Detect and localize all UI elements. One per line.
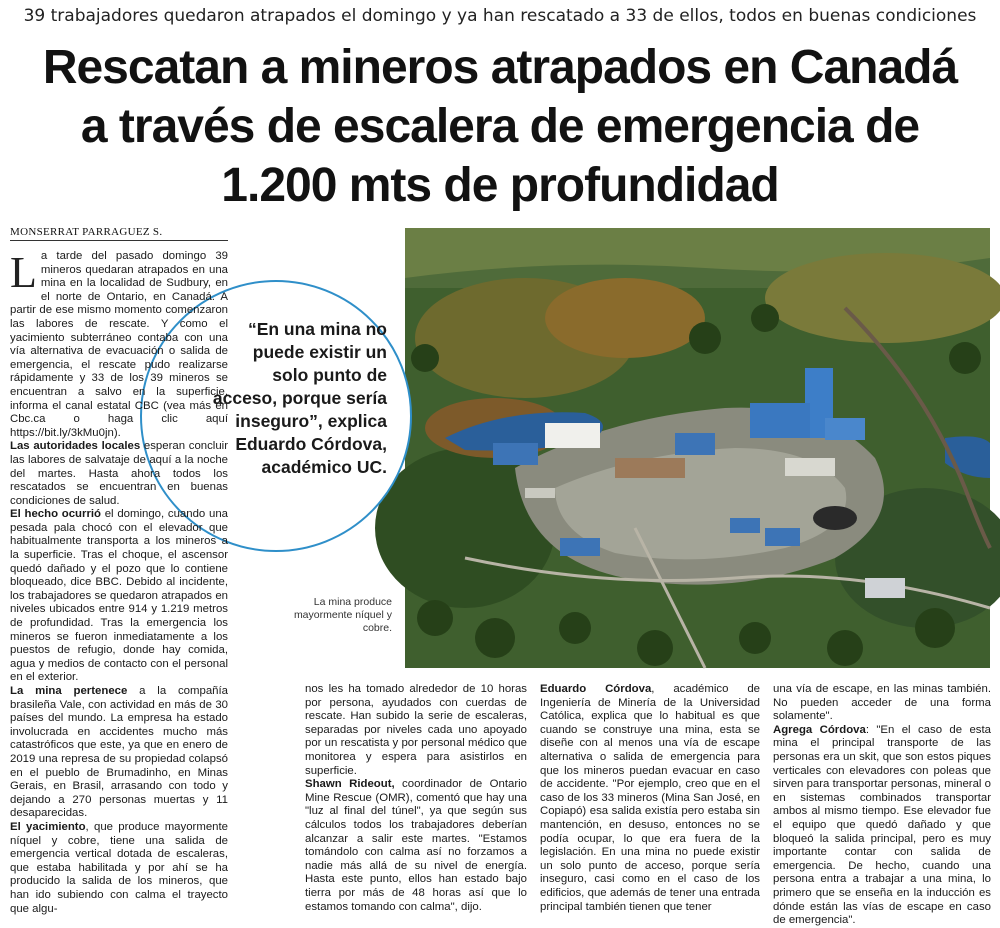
paragraph xyxy=(10,508,228,685)
paragraph xyxy=(10,440,228,508)
paragraph-text: nos les ha tomado alrededor de 10 horas por persona, ayudados con cuerdas de rescate. Han subido la serie de escaleras, separadas por niveles cada uno apoyado por un rescatista y por personal médico que monitorea y espera para asistirlos en superficie. xyxy=(305,683,527,777)
headline-line-3: 1.200 mts de profundidad xyxy=(221,159,779,212)
paragraph-text: , que produce mayormente níquel y cobre, tiene una salida de emergencia vertical dotada de escaleras, que estaba habilitada y por ahí se ha producido la salida de los mineros, que han ido subiendo con calma el trayecto que algu- xyxy=(10,820,228,915)
paragraph xyxy=(10,250,228,440)
paragraph-text: a tarde del pasado domingo 39 mineros quedaran atrapados en una mina en la localidad de Sudbury, en el norte de Ontario, en Canadá. A partir de ese mismo momento comenzaron las labores de rescate. Y como el yacimiento subterráneo contaba con una vía alternativa de evacuación o salida de emergencia, el rescate pudo realizarse rápidamente y 33 de los 39 mineros se encuentran a salvo en la superficie, informa el canal estatal CBC (vea más en Cbc.ca o haga clic aquí https://bit.ly/3kMu0jn). xyxy=(10,250,228,439)
paragraph xyxy=(10,821,228,916)
lead-in: El hecho ocurrió xyxy=(10,508,101,521)
mine-aerial-photo xyxy=(405,228,990,668)
paragraph xyxy=(773,683,991,724)
paragraph-text: : "En el caso de esta mina el principal transporte de las personas era un skit, que son estos piques verticales con elevadores con poleas que sirven para transportar personas, mineral o en sistemas combinados transportar ambos al mismo tiempo. Ese elevador fue el equipo que quedó dañado y que bloqueó la salida principal, pero es muy importante contar con salida de emergencia. De hecho, cuando una persona entra a trabajar a una mina, lo primero que se enseña en la inducción es dónde están las vías de escape en caso de emergencia". xyxy=(773,723,991,927)
article-column-3 xyxy=(540,683,760,914)
pull-quote: “En una mina no puede existir un solo punto de acceso, porque sería inseguro”, explica Eduardo Córdova, académico UC. xyxy=(212,319,387,477)
headline xyxy=(20,38,980,215)
article-column-2 xyxy=(305,683,527,914)
lead-in: La mina pertenece xyxy=(10,685,128,697)
paragraph-text: a la compañía brasileña Vale, con actividad en más de 30 países del mundo. La empresa ha estado involucrada en accidentes mucho más catastróficos que este, ya que en enero de 2019 una represa de su propiedad colapsó en el pueblo de Brumadinho, en Minas Gerais, en Brasil, arrasando con todo y dejando a 270 personas muertas y 11 desaparecidas. xyxy=(10,685,228,820)
paragraph-text: esperan concluir las labores de salvataje de aquí a la noche del martes. Hasta ahora todos los rescatados se encuentran en buenas condiciones de salud. xyxy=(10,440,228,507)
paragraph-text: , académico de Ingeniería de Minería de la Universidad Católica, explica que lo habitual es que cuando se construye una mina, esta se diseñe con al menos una vía de escape alternativa o salida de emergencia para que los mineros puedan evacuar en caso de accidente. "Por ejemplo, creo que en el caso de los 33 mineros (Mina San José, en Copiapó) esa salida existía pero estaba sin mantención, en desuso, entonces no se podía ocupar, lo que era fuera de la legislación. En una mina no puede existir un solo punto de acceso, porque sería inseguro, casi como en el caso de los edificios, que además de tener una entrada principal también tienen que tener xyxy=(540,683,760,913)
lead-in: Shawn Rideout, xyxy=(305,778,395,791)
paragraph xyxy=(305,778,527,914)
photo-caption: La mina produce mayormente níquel y cobre. xyxy=(293,596,392,634)
paragraph xyxy=(773,724,991,928)
headline-line-2: a través de escalera de emergencia de xyxy=(80,100,920,153)
lead-in: Eduardo Córdova xyxy=(540,683,652,695)
lead-in: El yacimiento xyxy=(10,820,86,833)
kicker: 39 trabajadores quedaron atrapados el domingo y ya han rescatado a 33 de ellos, todos en buenas condiciones xyxy=(23,6,977,26)
article-column-1 xyxy=(10,250,228,916)
paragraph xyxy=(10,685,228,821)
byline: MONSERRAT PARRAGUEZ S. xyxy=(10,226,228,241)
lead-in: Las autoridades locales xyxy=(10,440,141,453)
headline-line-1: Rescatan a mineros atrapados en Canadá xyxy=(42,41,958,94)
paragraph-text: una vía de escape, en las minas también. No pueden acceder de una forma solamente". xyxy=(773,683,991,723)
paragraph-text: coordinador de Ontario Mine Rescue (OMR), comentó que hay una "luz al final del túnel", ya que según sus cálculos todos los trabajadores deberían alcanzar a salir este martes. "Estamos tomándolo con calma así no forzamos a nadie más allá de su nivel de energía. Hasta este punto, ellos han estado bajo tierra por más de 48 horas así que lo estamos tomando con calma", dijo. xyxy=(305,778,527,913)
drop-cap: L xyxy=(10,248,37,297)
paragraph xyxy=(305,683,527,778)
article-column-4 xyxy=(773,683,991,928)
lead-in: Agrega Córdova xyxy=(773,723,866,736)
paragraph-text: el domingo, cuando una pesada pala chocó con el elevador que habitualmente transporta a los mineros a la superficie. Tras el choque, el ascensor quedó dañado y el pozo que lo contiene bloqueado, dice BBC. Debido al incidente, los trabajadores se quedaron atrapados en niveles ubicados entre 914 y 1.219 metros de profundidad. Tras la emergencia los mineros se fueron inmediatamente a los puestos de refugio, donde hay comida, agua y medios de contacto con el personal en el exterior. xyxy=(10,508,228,684)
paragraph xyxy=(540,683,760,914)
